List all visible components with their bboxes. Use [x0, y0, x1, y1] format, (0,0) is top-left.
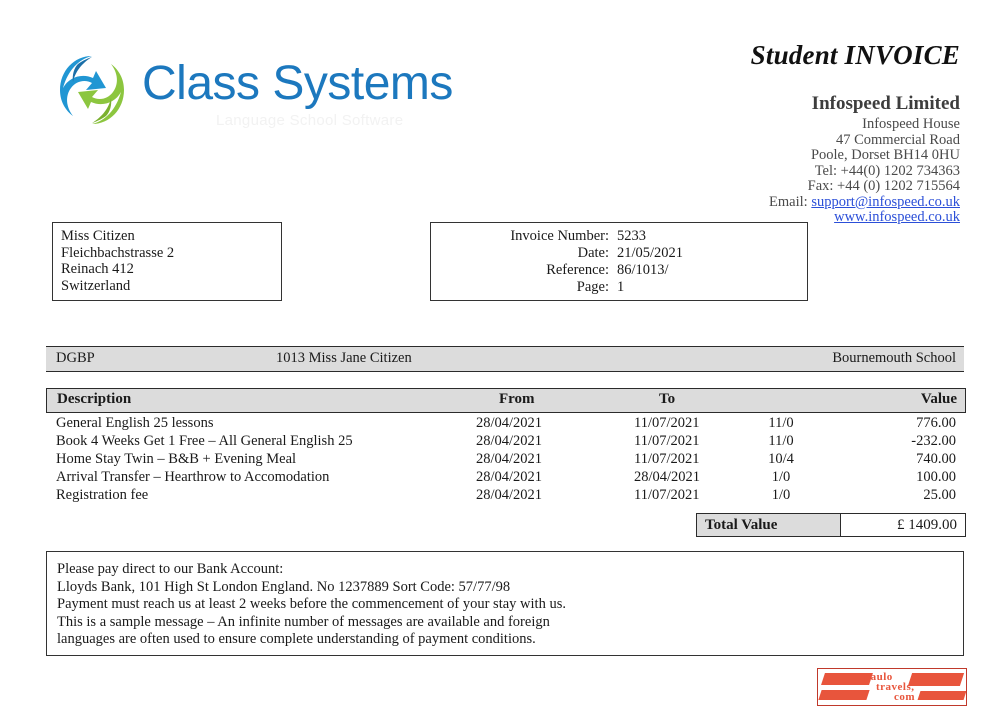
email-label: Email: [769, 193, 808, 210]
payment-note-line-1: Please pay direct to our Bank Account: [57, 561, 284, 577]
customer-address-line-3: Reinach 412 [61, 261, 134, 277]
page-title: Student INVOICE [750, 40, 960, 70]
website-link[interactable]: www.infospeed.co.uk [834, 209, 960, 225]
item-from-date: 28/04/2021 [476, 487, 543, 503]
company-email [520, 195, 960, 211]
fax-value: +44 (0) 1202 715564 [837, 178, 960, 194]
footer-logo-line-1: paulo [864, 671, 893, 683]
item-value: 25.00 [923, 487, 956, 503]
column-header-from: From [499, 391, 535, 407]
item-to-date: 11/07/2021 [634, 451, 700, 467]
invoice-date-value: 21/05/2021 [617, 245, 684, 261]
item-value: -232.00 [911, 433, 956, 449]
invoice-page-row [431, 279, 807, 296]
items-table-header [46, 388, 966, 413]
class-systems-swirl-icon [52, 50, 132, 130]
paulo-travels-logo [817, 668, 967, 706]
brand-wordmark: Class Systems [142, 57, 453, 110]
item-description: Registration fee [56, 487, 149, 503]
total-label: Total Value [697, 514, 841, 536]
invoice-date-row [431, 245, 807, 262]
customer-address-line-1: Miss Citizen [61, 228, 135, 244]
item-quantity: 11/0 [768, 415, 794, 431]
customer-address-line-4: Switzerland [61, 277, 131, 294]
invoice-meta-box [430, 222, 808, 301]
invoice-reference-row [431, 262, 807, 279]
item-from-date: 28/04/2021 [476, 415, 543, 431]
customer-address-line-2: Fleichbachstrasse 2 [61, 244, 175, 261]
company-details [520, 92, 960, 226]
payment-note-line-4: This is a sample message – An infinite number of messages are available and foreign [57, 613, 550, 630]
item-description: Book 4 Weeks Get 1 Free – All General English 25 [56, 433, 353, 449]
footer-logo-line-2: travels, [876, 681, 915, 693]
invoice-reference-label: Reference: [546, 262, 609, 278]
student-name: 1013 Miss Jane Citizen [276, 350, 412, 366]
invoice-number-value: 5233 [617, 228, 646, 244]
student-school-band [46, 346, 964, 372]
item-to-date: 28/04/2021 [634, 469, 701, 485]
company-name: Infospeed Limited [811, 93, 960, 114]
customer-address-box [52, 222, 282, 301]
payment-note-line-5: languages are often used to ensure complete understanding of payment conditions. [57, 631, 536, 647]
item-description: General English 25 lessons [56, 415, 214, 431]
invoice-page-value: 1 [617, 279, 625, 295]
column-header-to: To [659, 391, 676, 407]
school-name: Bournemouth School [832, 350, 956, 366]
table-row [46, 468, 964, 486]
total-amount: £ 1409.00 [841, 514, 965, 536]
company-address-line-1: Infospeed House [862, 116, 960, 132]
invoice-date-label: Date: [577, 245, 609, 261]
table-row [46, 486, 964, 504]
item-description: Home Stay Twin – B&B + Evening Meal [56, 451, 297, 467]
item-from-date: 28/04/2021 [476, 469, 543, 485]
telephone-value: +44(0) 1202 734363 [840, 162, 960, 179]
company-address-line-2: 47 Commercial Road [835, 131, 960, 148]
company-address-line-3: Poole, Dorset BH14 0HU [810, 147, 960, 163]
item-value: 740.00 [916, 451, 956, 467]
item-value: 776.00 [916, 415, 956, 431]
invoice-number-row [431, 228, 807, 245]
item-to-date: 11/07/2021 [634, 415, 700, 431]
company-telephone [520, 164, 960, 180]
payment-note-line-2: Lloyds Bank, 101 High St London England. No 1237889 Sort Code: 57/77/98 [57, 578, 511, 595]
item-quantity: 1/0 [771, 487, 791, 503]
column-header-description: Description [57, 391, 132, 407]
logo-bar-right-bottom [918, 691, 967, 700]
footer-logo-line-3: com [894, 691, 916, 703]
item-to-date: 11/07/2021 [634, 433, 700, 449]
total-value-box [696, 513, 966, 537]
table-row [46, 450, 964, 468]
item-to-date: 11/07/2021 [634, 487, 700, 503]
invoice-page-label: Page: [576, 279, 609, 295]
item-quantity: 1/0 [771, 469, 791, 485]
table-row [46, 432, 964, 450]
company-fax [520, 179, 960, 195]
item-value: 100.00 [916, 469, 956, 485]
currency-code: DGBP [56, 350, 95, 366]
item-from-date: 28/04/2021 [476, 451, 543, 467]
payment-instructions-box [46, 551, 964, 656]
column-header-value: Value [920, 391, 957, 407]
telephone-label: Tel: [814, 162, 838, 179]
item-from-date: 28/04/2021 [476, 433, 543, 449]
logo-bar-right-top [908, 673, 964, 686]
item-quantity: 11/0 [768, 433, 794, 449]
invoice-number-label: Invoice Number: [510, 228, 609, 244]
invoice-reference-value: 86/1013/ [617, 262, 669, 278]
item-description: Arrival Transfer – Hearthrow to Accomodation [56, 469, 330, 485]
email-link[interactable]: support@infospeed.co.uk [811, 193, 960, 210]
brand-logo [44, 42, 453, 142]
brand-tagline: Language School Software [216, 112, 404, 129]
logo-bar-left-bottom [818, 690, 869, 700]
items-table-body [46, 414, 964, 504]
table-row [46, 414, 964, 432]
payment-note-line-3: Payment must reach us at least 2 weeks before the commencement of your stay with us. [57, 596, 566, 612]
fax-label: Fax: [807, 178, 834, 194]
item-quantity: 10/4 [768, 451, 794, 467]
